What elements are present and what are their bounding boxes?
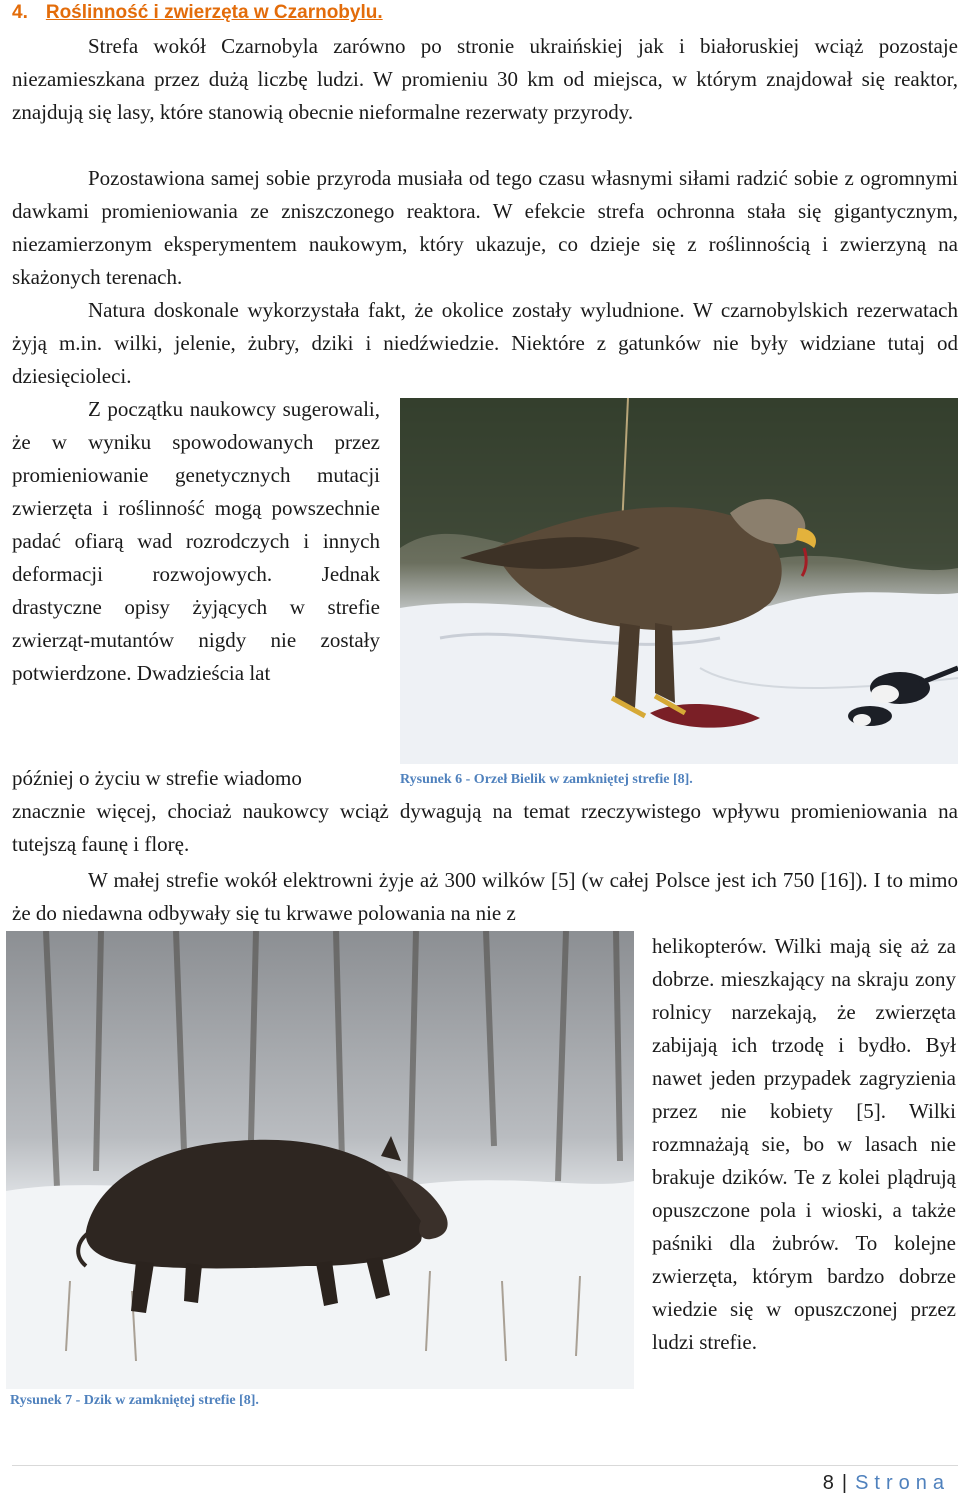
eagle-caption: Rysunek 6 - Orzeł Bielik w zamkniętej strefie [8]. <box>400 772 693 787</box>
page-footer <box>823 1472 950 1495</box>
boar-photo <box>6 931 634 1389</box>
paragraph-nature: Natura doskonale wykorzystała fakt, że okolice zostały wyludnione. W czarnobylskich rezerwatach żyją m.in. wilki, jelenie, żubry, dziki i niedźwiedzie. Niektóre z gatunków nie były widziane tutaj od dziesięcioleci. <box>12 298 958 388</box>
paragraph-wolves-right: helikopterów. Wilki mają się aż za dobrze. mieszkający na skraju zony rolnicy narzekają, że zwierzęta zabijają ich trzodę i bydło. Był nawet jeden przypadek zagryzienia przez nie kobiety [5]. Wilki rozmnażają sie, bo w lasach nie brakuje dzików. Te z kolei plądrują opuszczone pola i wioski, a także paśniki dla żubrów. To kolejne zwierzęta, którym bardzo dobrze wiedzie się w opuszczonej przez ludzi strefie. <box>652 934 956 1354</box>
section-title: Roślinność i zwierzęta w Czarnobylu. <box>45 2 383 23</box>
paragraph-mutations-left: Z początku naukowcy sugerowali, że w wyniku spowodowanych przez promieniowanie genetycznych mutacji zwierzęta i roślinność mogą powszechnie padać ofiarą wad rozrodczych i innych deformacji rozwojowych. Jednak drastyczne opisy żyjących w strefie zwierząt-mutantów nigdy nie zostały potwierdzone. Dwadzieścia lat <box>12 397 380 685</box>
section-heading <box>12 2 383 24</box>
paragraph-radiation: Pozostawiona samej sobie przyroda musiała od tego czasu własnymi siłami radzić sobie z ogromnymi dawkami promieniowania ze zniszczonego reaktora. W efekcie strefa ochronna stała się gigantycznym, niezamierzonym eksperymentem naukowym, który ukazuje, co dzieje się z roślinnością i zwierzyną na skażonych terenach. <box>12 166 958 289</box>
section-number: 4. <box>12 2 28 23</box>
paragraph-intro: Strefa wokół Czarnobyla zarówno po stronie ukraińskiej jak i białoruskiej wciąż pozostaje niezamieszkana przez dużą liczbę ludzi. W promieniu 30 km od miejsca, w którym znajdował się reaktor, znajdują się lasy, które stanowią obecnie nieformalne rezerwaty przyrody. <box>12 34 958 124</box>
eagle-illustration <box>400 398 958 764</box>
footer-word: Strona <box>855 1472 950 1494</box>
footer-separator: | <box>841 1472 848 1494</box>
page-number: 8 <box>822 1472 834 1494</box>
paragraph-mutations-rest: znacznie więcej, chociaż naukowcy wciąż dywagują na temat rzeczywistego wpływu promieniowania na tutejszą faunę i florę. <box>12 799 958 856</box>
boar-caption: Rysunek 7 - Dzik w zamkniętej strefie [8]. <box>10 1393 259 1408</box>
eagle-photo <box>400 398 958 764</box>
paragraph-mutations-line: później o życiu w strefie wiadomo <box>12 766 302 790</box>
paragraph-wolves-top: W małej strefie wokół elektrowni żyje aż 300 wilków [5] (w całej Polsce jest ich 750 [16]). I to mimo że do niedawna odbywały się tu krwawe polowania na nie z <box>12 868 958 925</box>
boar-illustration <box>6 931 634 1389</box>
footer-divider <box>12 1465 958 1466</box>
